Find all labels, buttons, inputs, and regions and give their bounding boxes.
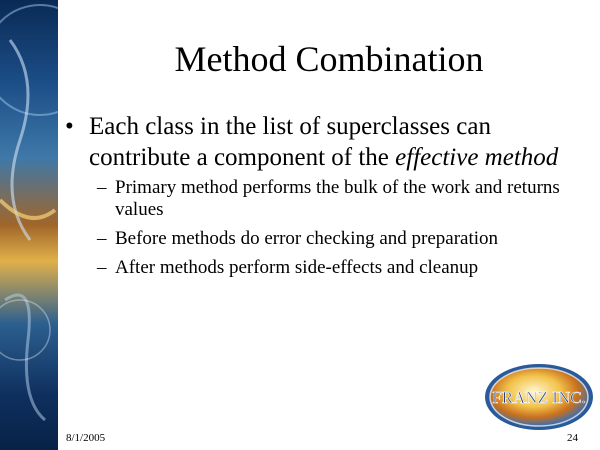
- slide-title: Method Combination: [174, 39, 484, 79]
- bullet-emphasis: effective method: [395, 144, 559, 171]
- bullet-glyph: •: [65, 113, 74, 140]
- bullet-item: [62, 111, 582, 173]
- sub-bullet-item: [62, 177, 582, 221]
- franz-inc-logo: [484, 362, 594, 432]
- sub-bullet-list: [62, 177, 582, 279]
- page-number: 24: [567, 432, 578, 444]
- bullet-text: Each class in the list of superclasses can contribute a component of the: [89, 113, 491, 171]
- sub-bullet-text: Primary method performs the bulk of the work and returns values: [115, 177, 560, 220]
- sub-bullet-text: Before methods do error checking and preparation: [115, 228, 499, 249]
- logo-text: FRANZ INC.: [492, 388, 586, 407]
- sub-bullet-glyph: –: [97, 257, 107, 278]
- footer-date: 8/1/2005: [66, 432, 106, 444]
- slide-content: [62, 111, 582, 286]
- sub-bullet-item: [62, 257, 582, 279]
- sub-bullet-item: [62, 228, 582, 250]
- sub-bullet-text: After methods perform side-effects and cleanup: [115, 257, 479, 278]
- decorative-sidebar: [0, 0, 58, 450]
- sub-bullet-glyph: –: [97, 228, 107, 249]
- sub-bullet-glyph: –: [97, 177, 107, 198]
